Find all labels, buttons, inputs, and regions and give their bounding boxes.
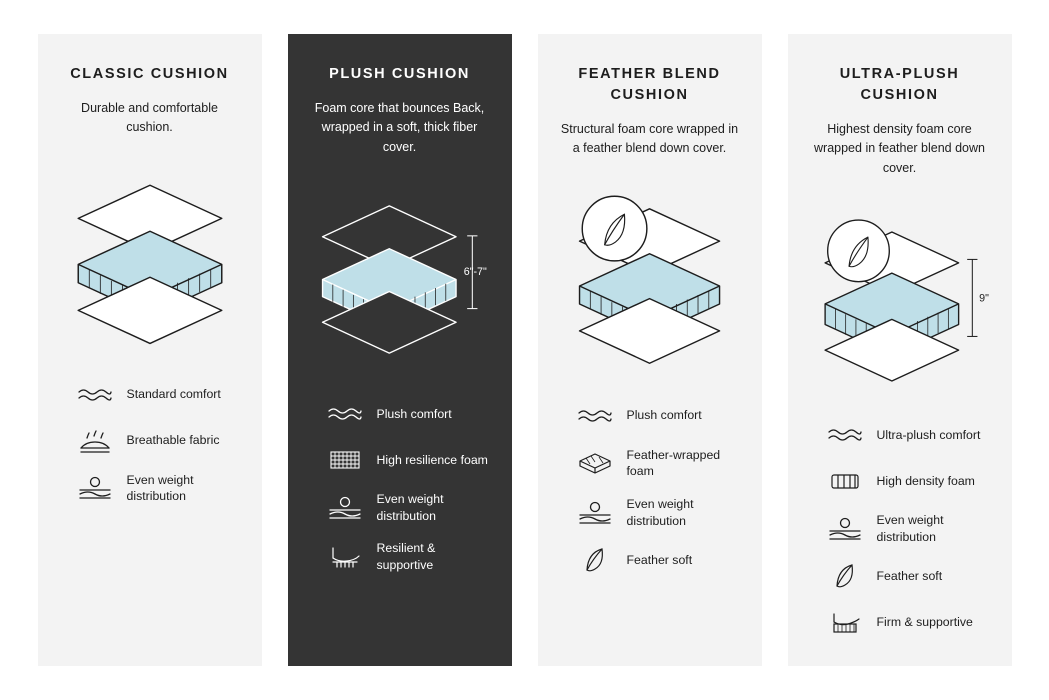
list-item — [826, 561, 992, 591]
feature-label: Breathable fabric — [126, 433, 220, 448]
cushion-layers-diagram — [558, 175, 742, 380]
cushion-diagram — [808, 192, 992, 402]
card-description: Foam core that bounces Back, wrapped in a soft, thick fiber cover. — [314, 101, 485, 154]
feather-icon — [576, 545, 614, 575]
feature-label: High density foam — [876, 473, 975, 488]
card-ultra-plush-cushion — [788, 34, 1012, 666]
honeycomb-icon — [326, 445, 364, 475]
card-classic-cushion — [38, 34, 262, 666]
feature-label: Even weight distribution — [876, 513, 944, 544]
card-title: FEATHER BLEND CUSHION — [578, 66, 721, 104]
height-label: 9" — [978, 292, 989, 305]
even-weight-icon — [76, 473, 114, 503]
card-title: PLUSH CUSHION — [329, 66, 470, 82]
cushion-diagram — [558, 173, 742, 383]
list-item — [326, 491, 492, 524]
feature-label: Even weight distribution — [376, 492, 444, 523]
list-item — [576, 401, 742, 431]
list-item — [576, 447, 742, 480]
wave-icon — [326, 399, 364, 429]
feature-label: Feather soft — [626, 552, 693, 567]
feature-list — [558, 401, 742, 575]
feather-wrapped-foam-icon — [576, 448, 614, 478]
feature-label: Firm & supportive — [876, 615, 973, 630]
card-title: ULTRA-PLUSH CUSHION — [839, 66, 960, 104]
list-item — [826, 466, 992, 496]
height-label: 6"-7" — [463, 265, 487, 278]
card-title: CLASSIC CUSHION — [70, 66, 229, 82]
cushion-diagram — [308, 171, 492, 381]
card-description: Structural foam core wrapped in a feather blend down cover. — [560, 122, 739, 156]
card-feather-blend-cushion — [538, 34, 762, 666]
firm-supportive-icon — [826, 607, 864, 637]
feature-list — [308, 399, 492, 573]
high-density-foam-icon — [826, 466, 864, 496]
wave-icon — [826, 420, 864, 450]
card-description: Durable and comfortable cushion. — [81, 101, 218, 135]
feature-label: Even weight distribution — [126, 472, 194, 504]
even-weight-icon — [326, 493, 364, 523]
list-item — [76, 472, 242, 505]
list-item — [326, 540, 492, 573]
even-weight-icon — [826, 514, 864, 544]
feature-label: Ultra-plush comfort — [876, 427, 981, 442]
feature-label: Standard comfort — [126, 387, 221, 402]
feature-list — [58, 380, 242, 505]
list-item — [326, 399, 492, 429]
list-item — [76, 380, 242, 410]
list-item — [76, 426, 242, 456]
feature-label: Plush comfort — [626, 408, 702, 423]
list-item — [576, 496, 742, 529]
feather-icon — [826, 561, 864, 591]
list-item — [576, 545, 742, 575]
list-item — [826, 607, 992, 637]
cushion-layers-diagram — [808, 195, 992, 400]
wave-icon — [76, 380, 114, 410]
feature-list — [808, 420, 992, 637]
cushion-layers-diagram — [58, 157, 242, 357]
breathable-fabric-icon — [76, 426, 114, 456]
list-item — [826, 420, 992, 450]
wave-icon — [576, 401, 614, 431]
cushion-diagram — [58, 152, 242, 362]
cushion-layers-diagram — [308, 174, 492, 379]
feature-label: Feather-wrapped foam — [626, 447, 721, 479]
feature-label: Resilient & supportive — [376, 541, 436, 572]
feature-label: Even weight distribution — [626, 496, 694, 528]
card-description: Highest density foam core wrapped in feather blend down cover. — [814, 122, 985, 175]
even-weight-icon — [576, 498, 614, 528]
list-item — [826, 512, 992, 545]
list-item — [326, 445, 492, 475]
feature-label: Plush comfort — [376, 406, 452, 421]
feature-label: High resilience foam — [376, 452, 488, 467]
feature-label: Feather soft — [876, 569, 943, 584]
supportive-seat-icon — [326, 542, 364, 572]
card-plush-cushion — [288, 34, 512, 666]
